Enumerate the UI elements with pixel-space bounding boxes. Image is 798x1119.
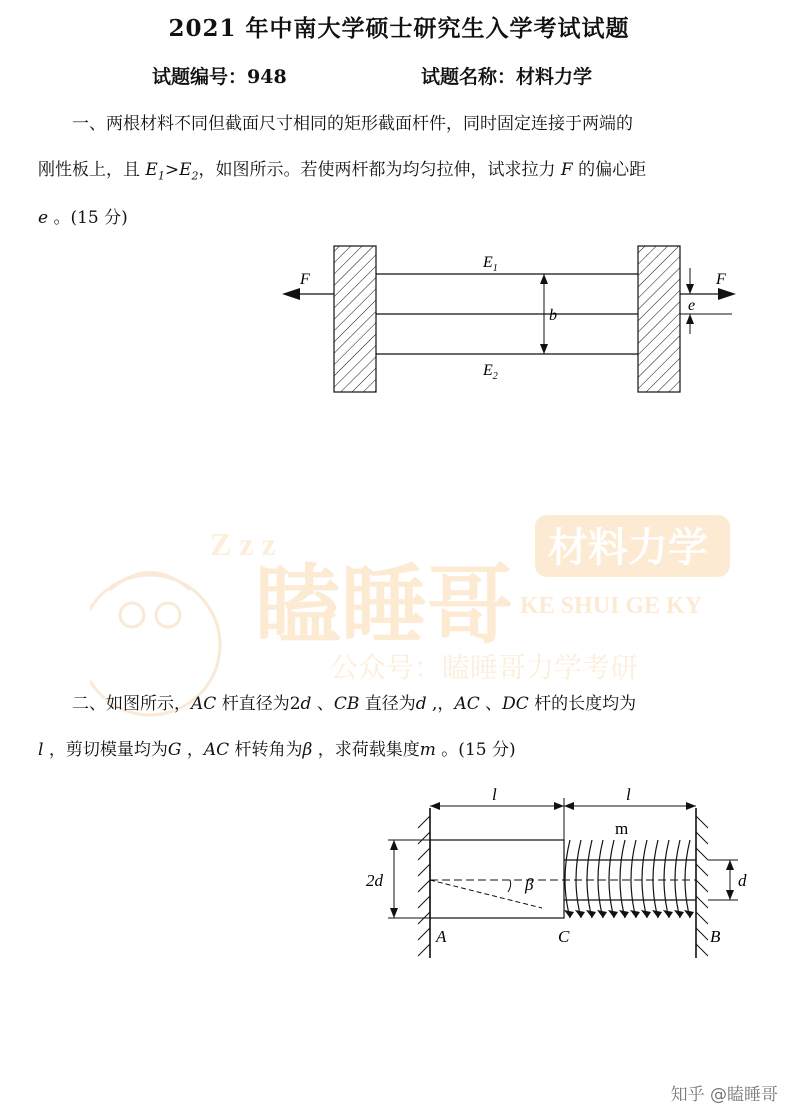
l-symbol: l [38, 740, 44, 760]
q2-line2 [38, 728, 760, 772]
footer-credit[interactable]: 知乎 @瞌睡哥 [670, 1085, 778, 1105]
gt-symbol: > [164, 160, 180, 180]
b-arrow-down-icon [540, 344, 548, 354]
e-arrow-down-icon [686, 284, 694, 294]
label-e: e [688, 297, 696, 314]
left-force-arrow-icon [282, 288, 300, 300]
dim-arrow-icon [390, 908, 398, 918]
label-l1: l [492, 786, 497, 804]
distributed-torque-icon [565, 840, 690, 918]
watermark-slogan: 公众号：瞌睡哥力学考研 [330, 653, 639, 684]
q1-score: 。(15 分) [48, 208, 128, 228]
cb-symbol: CB [333, 694, 360, 714]
beta-symbol: β [302, 740, 313, 760]
dim-arrow-icon [430, 802, 440, 810]
q2-text: ，求荷载集度 [312, 740, 420, 760]
q1-text: 的偏心距 [572, 160, 647, 180]
label-m: m [615, 819, 629, 838]
q2-text: 二、如图所示， [72, 694, 191, 714]
label-c: C [558, 927, 570, 946]
figure-1 [270, 236, 750, 406]
q2-text: 杆的长度均为 [528, 694, 637, 714]
q2-line1 [38, 682, 760, 726]
q2-text: 杆直径为2 [216, 694, 301, 714]
label-b: b [549, 307, 557, 324]
label-b: B [710, 927, 721, 946]
watermark-brand: 瞌睡哥 [255, 558, 513, 654]
label-d: d [738, 871, 747, 890]
right-rigid-plate [638, 246, 680, 392]
dim-arrow-icon [726, 860, 734, 870]
d-symbol: d [300, 694, 312, 714]
q2-text: 直径为 [359, 694, 416, 714]
q2-text: ， [181, 740, 204, 760]
left-wall-hatch [418, 816, 430, 956]
q1-text: 刚性板上，且 [38, 160, 146, 180]
d-symbol: d [415, 694, 427, 714]
q2-score: 。(15 分) [435, 740, 516, 760]
shaft-ac [430, 840, 564, 918]
dc-symbol: DC [502, 694, 529, 714]
label-e2: $E_2$ [483, 362, 498, 382]
watermark-zzz: Z z z [210, 526, 276, 562]
ac-symbol: AC [203, 740, 230, 760]
b-arrow-up-icon [540, 274, 548, 284]
watermark-tag-box [535, 515, 730, 577]
label-a: A [436, 927, 447, 946]
beta-arc [508, 880, 511, 892]
q1-line2 [38, 148, 760, 198]
dim-arrow-icon [554, 802, 564, 810]
label-f-right: F [716, 271, 726, 288]
e-arrow-up-icon [686, 314, 694, 324]
dim-arrow-icon [390, 840, 398, 850]
m-symbol: m [419, 740, 436, 760]
right-force-arrow-icon [718, 288, 736, 300]
watermark-tag: 材料力学 [548, 525, 708, 570]
label-2d: 2d [366, 871, 383, 890]
force-symbol: F [560, 160, 573, 180]
q2-text: ,， [426, 694, 455, 714]
left-rigid-plate [334, 246, 376, 392]
q2-text: 、 [311, 694, 334, 714]
q2-text: 杆转角为 [229, 740, 303, 760]
label-e1: $E_1$ [483, 254, 498, 274]
ac-symbol: AC [454, 694, 480, 714]
q1-line1: 一、两根材料不同但截面尺寸相同的矩形截面杆件，同时固定连接于两端的 [72, 114, 633, 134]
right-wall-hatch [696, 816, 708, 956]
dim-arrow-icon [564, 802, 574, 810]
dim-arrow-icon [726, 890, 734, 900]
label-l2: l [626, 786, 631, 804]
torque-arrowheads-icon [564, 910, 694, 918]
exam-title: 2021 年中南大学硕士研究生入学考试试题 [168, 15, 630, 42]
dim-arrow-icon [686, 802, 696, 810]
e1-symbol: $E_1$ [145, 160, 165, 183]
exam-subject: 试题名称：材料力学 [421, 66, 593, 88]
ac-symbol: AC [191, 694, 217, 714]
q2-text: 、 [479, 694, 503, 714]
figure-2 [360, 786, 760, 968]
q1-line3 [38, 196, 760, 240]
e2-symbol: $E_2$ [179, 160, 199, 183]
watermark-pinyin: KE SHUI GE KY [520, 593, 703, 619]
label-beta: β [525, 875, 534, 894]
label-f-left: F [300, 271, 310, 288]
q1-text: ，如图所示。若使两杆都为均匀拉伸，试求拉力 [198, 160, 561, 180]
q2-text: ，剪切模量均为 [43, 740, 168, 760]
exam-code: 试题编号：948 [152, 66, 287, 88]
g-symbol: G [167, 740, 182, 760]
eccentricity-symbol: e [38, 208, 49, 228]
